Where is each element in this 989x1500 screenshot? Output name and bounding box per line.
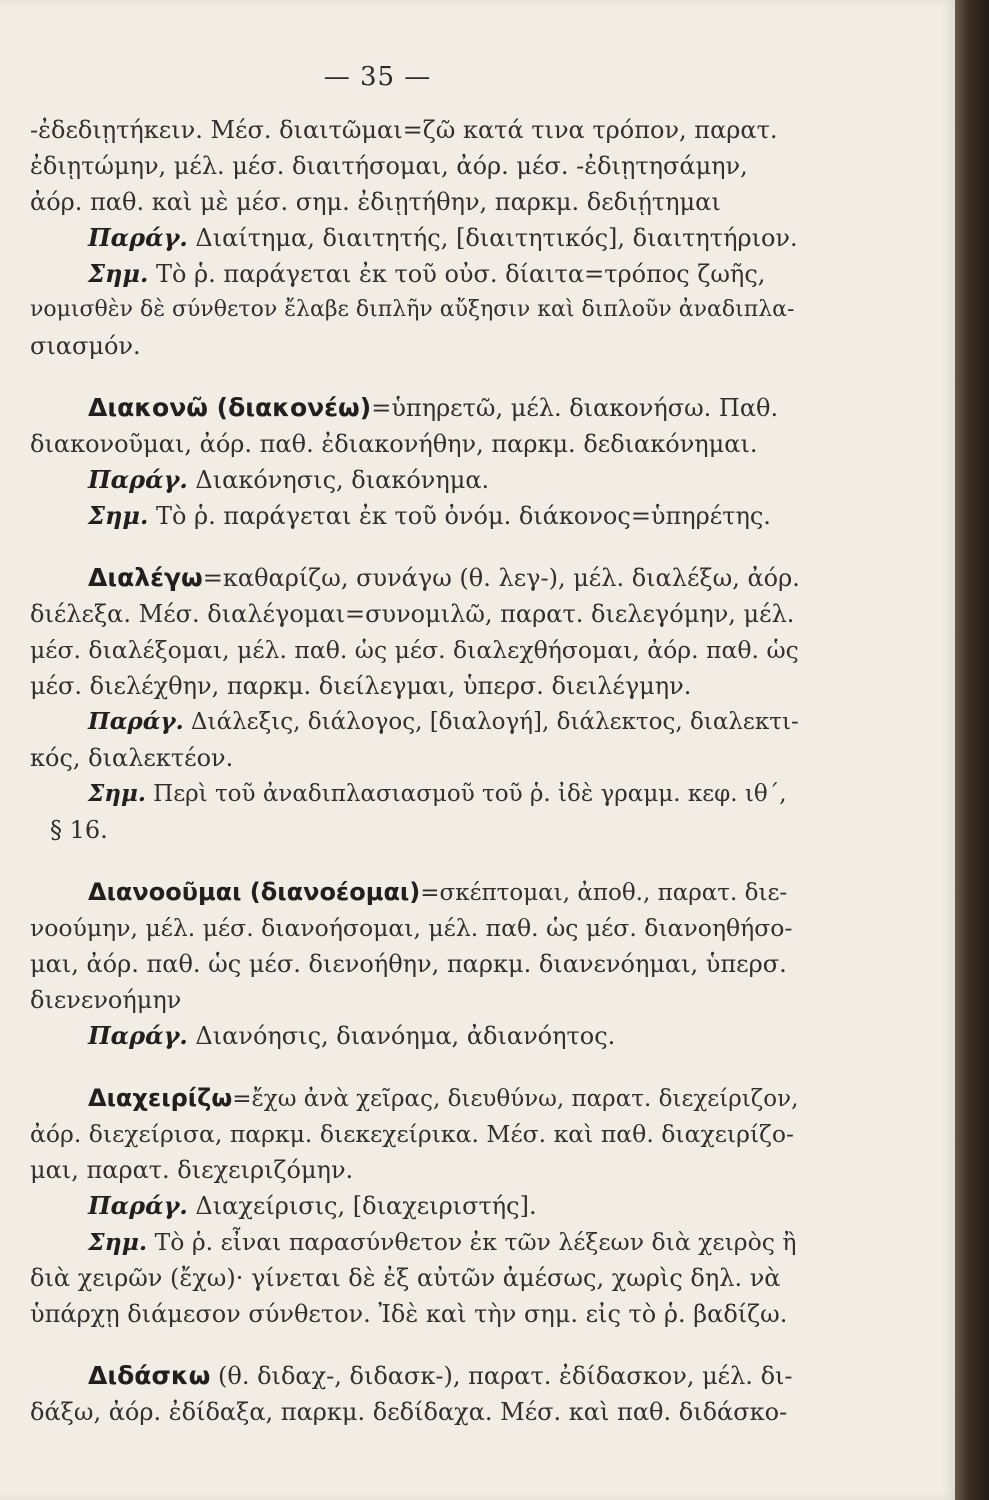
line-text: μέσ. διαλέξομαι, μέλ. παθ. ὡς μέσ. διαλεχθήσομαι, ἀόρ. παθ. ὡς <box>30 636 799 664</box>
entry-line <box>30 220 800 256</box>
entry-line <box>30 256 800 292</box>
dictionary-entry <box>30 1080 800 1332</box>
entry-line <box>30 1394 800 1430</box>
entry-line <box>30 982 800 1018</box>
entry-line <box>30 328 800 364</box>
line-text: μαι, παρατ. διεχειριζόμην. <box>30 1156 354 1184</box>
line-text: νοούμην, μέλ. μέσ. διανοήσομαι, μέλ. παθ. ὡς μέσ. διανοηθήσο- <box>30 914 793 942</box>
entry-line <box>30 1296 800 1332</box>
line-text: § 16. <box>50 816 108 844</box>
page-edge-shadow <box>955 0 989 1500</box>
line-text: Διακόνησις, διακόνημα. <box>187 466 490 494</box>
line-text: διακονοῦμαι, ἀόρ. παθ. ἐδιακονήθην, παρκμ. δεδιακόνημαι. <box>30 430 758 458</box>
entry-line <box>30 1080 800 1116</box>
line-text: ἀόρ. παθ. καὶ μὲ μέσ. σημ. ἐδιῃτήθην, παρκμ. δεδιῄτημαι <box>30 188 721 216</box>
entry-headword: Διδάσκω <box>88 1361 211 1390</box>
dictionary-entry <box>30 1358 800 1430</box>
entry-line <box>30 1224 800 1260</box>
line-text: Τὸ ῥ. εἶναι παρασύνθετον ἐκ τῶν λέξεων διὰ χειρὸς ἢ <box>147 1228 797 1256</box>
line-text: δάξω, ἀόρ. ἐδίδαξα, παρκμ. δεδίδαχα. Μέσ. καὶ παθ. διδάσκο- <box>30 1398 788 1426</box>
entry-line <box>30 560 800 596</box>
line-text: ἀόρ. διεχείρισα, παρκμ. διεκεχείρικα. Μέσ. καὶ παθ. διαχειρίζο- <box>30 1120 794 1148</box>
note-label: Σημ. <box>88 501 149 530</box>
entry-headword: Διακονῶ (διακονέω) <box>88 393 372 422</box>
entry-line <box>30 946 800 982</box>
line-text: ἐδιῃτώμην, μέλ. μέσ. διαιτήσομαι, ἀόρ. μέσ. -ἐδιῃτησάμην, <box>30 152 748 180</box>
entry-headword: Διανοοῦμαι (διανοέομαι) <box>88 878 421 906</box>
line-text: Διαχείρισις, [διαχειριστής]. <box>187 1192 537 1220</box>
derivatives-label: Παράγ. <box>88 1191 188 1220</box>
line-text: κός, διαλεκτέον. <box>30 744 234 772</box>
entry-line <box>30 1358 800 1394</box>
entry-line <box>30 498 800 534</box>
derivatives-label: Παράγ. <box>88 223 188 252</box>
entry-line <box>30 596 800 632</box>
entry-headword: Διαλέγω <box>88 563 203 592</box>
line-text: μέσ. διελέχθην, παρκμ. διείλεγμαι, ὑπερσ. διειλέγμην. <box>30 672 692 700</box>
note-label: Σημ. <box>88 259 149 288</box>
derivatives-label: Παράγ. <box>88 1021 188 1050</box>
entry-line <box>30 740 800 776</box>
line-text: διενενοήμην <box>30 986 182 1014</box>
entry-line <box>30 874 800 910</box>
entry-line <box>30 1188 800 1224</box>
line-text: ὑπάρχῃ διάμεσον σύνθετον. Ἰδὲ καὶ τὴν σημ. εἰς τὸ ῥ. βαδίζω. <box>30 1300 788 1328</box>
entry-line <box>30 776 800 812</box>
line-text: =ἔχω ἀνὰ χεῖρας, διευθύνω, παρατ. διεχείριζον, <box>232 1086 799 1112</box>
line-text: Περὶ τοῦ ἀναδιπλασιασμοῦ τοῦ ῥ. ἰδὲ γραμμ. κεφ. ιθ΄, <box>145 781 787 807</box>
entry-line <box>30 910 800 946</box>
dictionary-entry <box>30 874 800 1054</box>
line-text: νομισθὲν δὲ σύνθετον ἔλαβε διπλῆν αὔξησιν καὶ διπλοῦν ἀναδιπλα- <box>30 297 795 322</box>
entry-line <box>30 184 800 220</box>
dictionary-entry <box>30 560 800 848</box>
note-label: Σημ. <box>88 780 146 807</box>
entry-line <box>30 1152 800 1188</box>
dictionary-entry <box>30 390 800 534</box>
entry-line <box>30 390 800 426</box>
dictionary-entry <box>30 112 800 364</box>
entry-headword: Διαχειρίζω <box>88 1084 233 1112</box>
entry-line <box>30 812 800 848</box>
entry-line <box>30 1260 800 1296</box>
entry-line <box>30 148 800 184</box>
page-number: — 35 — <box>323 62 432 92</box>
line-text: σιασμόν. <box>30 332 141 360</box>
entry-line <box>30 668 800 704</box>
entry-line <box>30 462 800 498</box>
entry-line <box>30 1018 800 1054</box>
line-text: μαι, ἀόρ. παθ. ὡς μέσ. διενοήθην, παρκμ. διανενόημαι, ὑπερσ. <box>30 950 787 978</box>
line-text: διέλεξα. Μέσ. διαλέγομαι=συνομιλῶ, παρατ. διελεγόμην, μέλ. <box>30 600 795 628</box>
line-text: =καθαρίζω, συνάγω (θ. λεγ-), μέλ. διαλέξω, ἀόρ. <box>202 564 800 592</box>
line-text: Τὸ ῥ. παράγεται ἐκ τοῦ οὐσ. δίαιτα=τρόπος ζωῆς, <box>148 260 766 288</box>
entry-line <box>30 632 800 668</box>
dictionary-content <box>30 112 800 1430</box>
entry-line <box>30 112 800 148</box>
note-label: Σημ. <box>88 1228 148 1256</box>
line-text: =σκέπτομαι, ἀποθ., παρατ. διε- <box>420 880 788 906</box>
line-text: διὰ χειρῶν (ἔχω)· γίνεται δὲ ἐξ αὐτῶν ἀμέσως, χωρὶς δηλ. νὰ <box>30 1264 781 1292</box>
line-text: -ἐδεδιῃτήκειν. Μέσ. διαιτῶμαι=ζῶ κατά τινα τρόπον, παρατ. <box>30 116 778 144</box>
line-text: Διαίτημα, διαιτητής, [διαιτητικός], διαιτητήριον. <box>187 224 798 252</box>
line-text: Τὸ ῥ. παράγεται ἐκ τοῦ ὀνόμ. διάκονος=ὑπηρέτης. <box>148 502 771 530</box>
derivatives-label: Παράγ. <box>88 465 188 494</box>
line-text: =ὑπηρετῶ, μέλ. διακονήσω. Παθ. <box>371 394 779 422</box>
line-text: Διανόησις, διανόημα, ἀδιανόητος. <box>187 1022 616 1050</box>
entry-line <box>30 1116 800 1152</box>
entry-line <box>30 704 800 740</box>
line-text: Διάλεξις, διάλογος, [διαλογή], διάλεκτος, διαλεκτι- <box>183 709 799 735</box>
derivatives-label: Παράγ. <box>88 708 184 735</box>
entry-line <box>30 292 800 328</box>
line-text: (θ. διδαχ-, διδασκ-), παρατ. ἐδίδασκον, μέλ. δι- <box>210 1362 793 1390</box>
entry-line <box>30 426 800 462</box>
